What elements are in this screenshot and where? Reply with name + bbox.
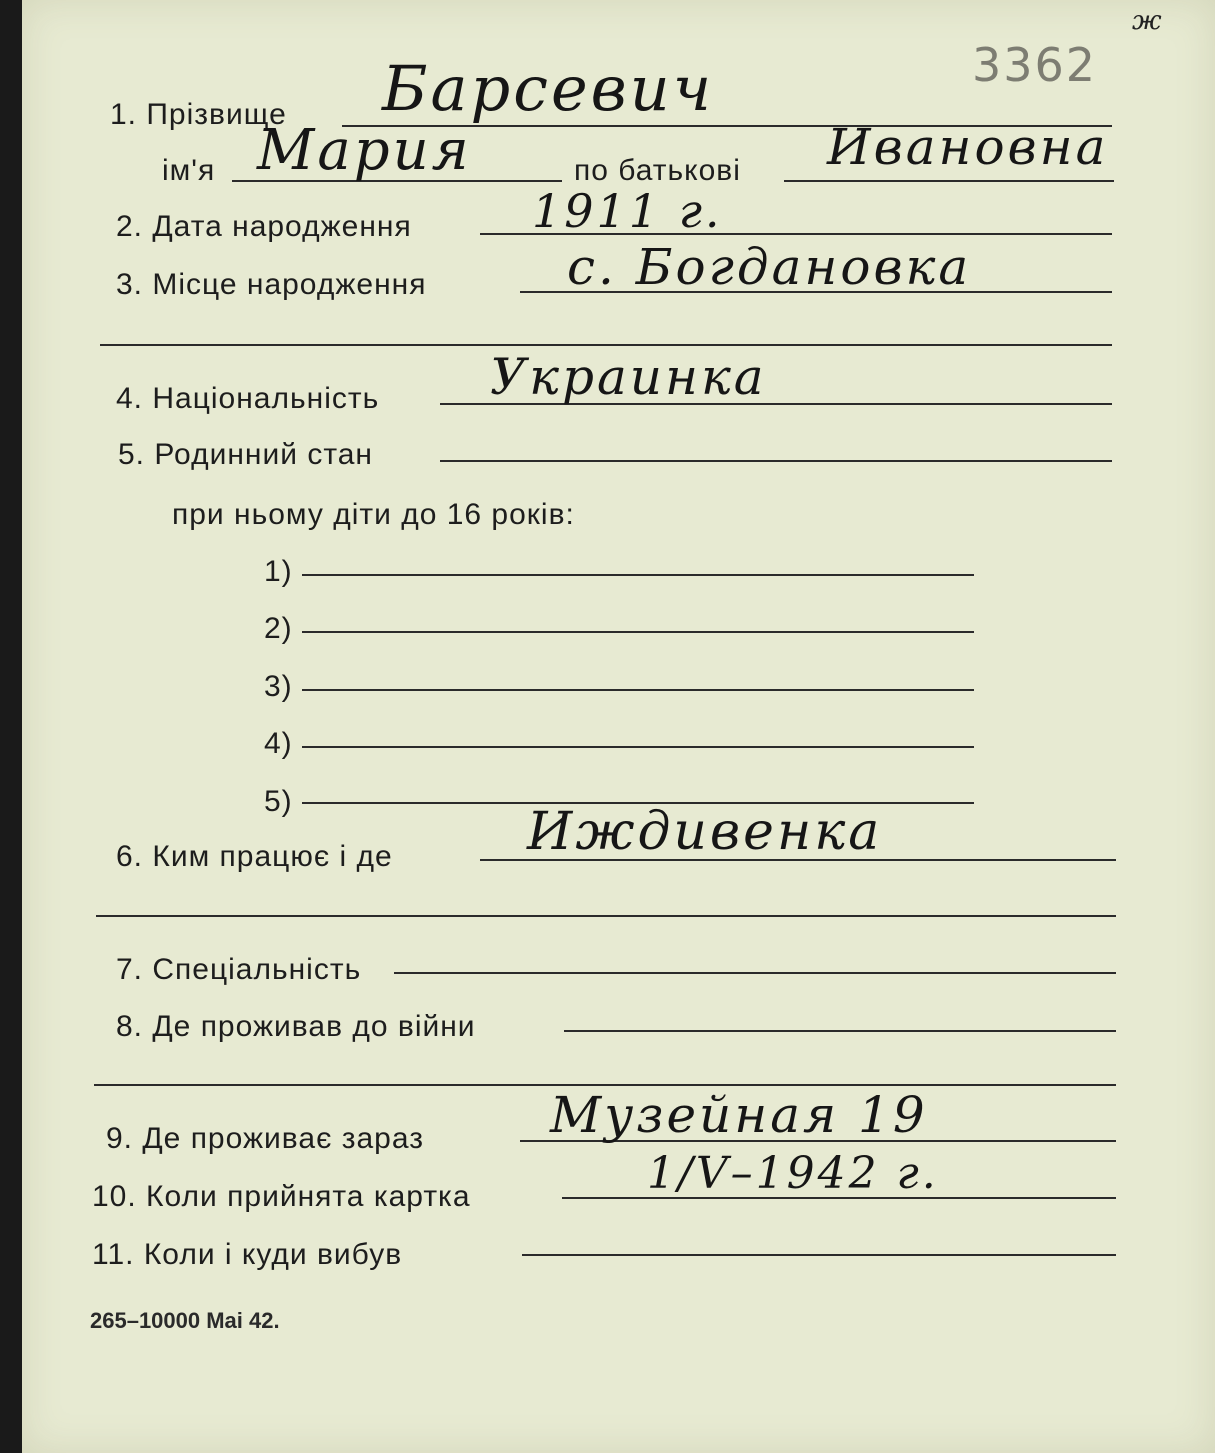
field-label-specialty: 7. Спеціальність — [116, 953, 362, 986]
field-label-occupation: 6. Ким працює і де — [116, 840, 393, 873]
nationality-value: Украинка — [490, 348, 767, 406]
field-label-card-date: 10. Коли прийнята картка — [92, 1180, 471, 1213]
family-status-line — [440, 460, 1112, 462]
field-label-prewar-residence: 8. Де проживав до війни — [116, 1010, 476, 1043]
birth-date-value: 1911 г. — [532, 184, 723, 238]
current-address-value: Музейная 19 — [550, 1086, 928, 1144]
field-label-surname: 1. Прізвище — [110, 98, 287, 131]
child-4-line — [302, 746, 974, 748]
specialty-line — [394, 972, 1116, 974]
occupation-value: Иждивенка — [527, 802, 883, 862]
prewar-residence-line — [564, 1030, 1116, 1032]
child-2-line — [302, 631, 974, 633]
card-date-value: 1/V–1942 г. — [647, 1148, 939, 1199]
print-code: 265–10000 Mai 42. — [90, 1308, 280, 1333]
field-label-current-address: 9. Де проживає зараз — [106, 1122, 424, 1155]
surname-value: Барсевич — [382, 52, 715, 125]
field-label-family-status: 5. Родинний стан — [118, 438, 373, 471]
occupation-line-2 — [96, 915, 1116, 917]
field-label-departure: 11. Коли і куди вибув — [92, 1238, 403, 1271]
birth-place-value: с. Богдановка — [567, 238, 972, 296]
patronymic-line — [784, 180, 1114, 182]
children-label: при ньому діти до 16 років: — [172, 498, 575, 531]
corner-mark: ж — [1132, 6, 1162, 36]
child-4-label: 4) — [264, 727, 293, 760]
scan-edge — [0, 0, 22, 1453]
child-5-label: 5) — [264, 785, 293, 818]
field-label-nationality: 4. Національність — [116, 382, 380, 415]
field-label-birth-place: 3. Місце народження — [116, 268, 427, 301]
birth-place-line-2 — [100, 344, 1112, 346]
field-label-birth-date: 2. Дата народження — [116, 210, 412, 243]
child-3-line — [302, 689, 974, 691]
field-label-first-name: ім'я — [162, 154, 216, 187]
registration-card — [22, 0, 1215, 1453]
archive-number: 3362 — [972, 38, 1098, 92]
patronymic-value: Ивановна — [827, 118, 1109, 176]
child-1-line — [302, 574, 974, 576]
field-label-patronymic: по батькові — [574, 154, 741, 187]
departure-line — [522, 1254, 1116, 1256]
child-1-label: 1) — [264, 555, 293, 588]
first-name-value: Мария — [257, 118, 472, 183]
child-3-label: 3) — [264, 670, 293, 703]
child-2-label: 2) — [264, 612, 293, 645]
